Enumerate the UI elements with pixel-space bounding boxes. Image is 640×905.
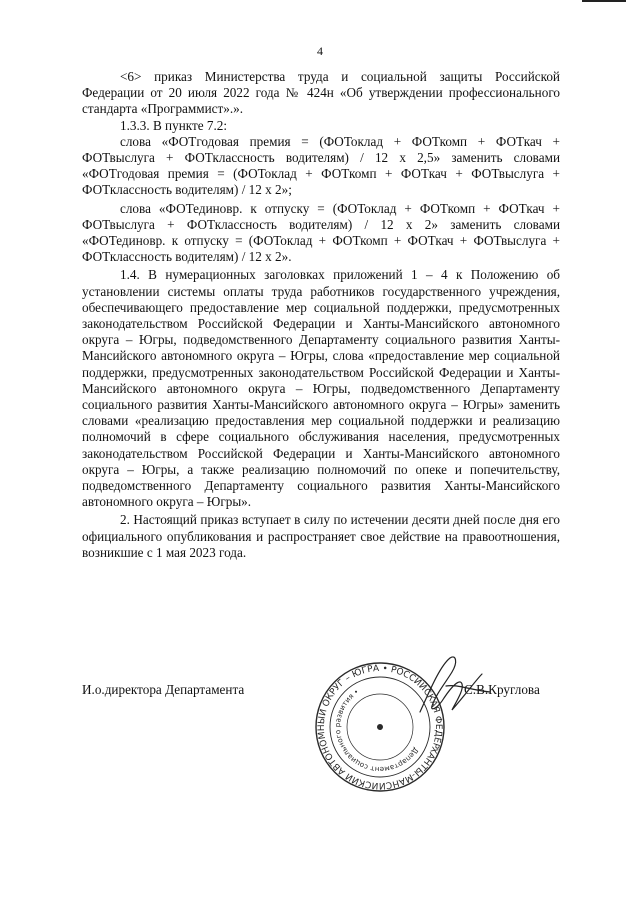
document-body (82, 69, 560, 561)
paragraph-1-4: 1.4. В нумерационных заголовках приложений 1 – 4 к Положению об установлении системы оплаты труда работников государственного учреждения, обеспечивающего предоставление мер социальной поддержки, предусмотренных законодательством Российской Федерации и Ханты-Мансийского автономного округа – Югры, подведомственного Департаменту социального развития Ханты-Мансийского автономного округа – Югры, слова «предоставление мер социальной поддержки, предусмотренных законодательством Российской Федерации и Ханты-Мансийского автономного округа – Югры, подведомственного Департаменту социального развития Ханты-Мансийского автономного округа – Югры» заменить словами «реализацию предоставления мер социальной поддержки и реализацию полномочий в сфере социального обслуживания населения, предусмотренных законодательством Российской Федерации и Ханты-Мансийского автономного округа – Югры, а также реализацию полномочий по опеке и попечительству, подведомственного Департаменту социального развития Ханты-Мансийского автономного округа – Югры». (82, 267, 560, 510)
paragraph-1-3-3: 1.3.3. В пункте 7.2: (120, 117, 228, 133)
paragraph-formula-annual-bonus: слова «ФОТгодовая премия = (ФОТоклад + ФОТкомп + ФОТкач + ФОТвыслуга + ФОТклассность водителям) / 12 х 2,5» заменить словами «ФОТгодовая премия = (ФОТоклад + ФОТкомп + ФОТкач + ФОТвыслуга + ФОТклассность водителям) / 12 х 2»; (82, 133, 560, 198)
paragraph-2-effective-date: 2. Настоящий приказ вступает в силу по истечении десяти дней после дня его официального опубликования и распространяет свое действие на правоотношения, возникшие с 1 мая 2023 года. (82, 512, 560, 560)
signatory-title: И.о.директора Департамента (82, 682, 245, 697)
signatory-name: С.В.Круглова (464, 682, 540, 697)
svg-text:Департамент социального развит: Департамент социального развития • (332, 686, 421, 775)
paragraph-formula-vacation: слова «ФОТединовр. к отпуску = (ФОТоклад + ФОТкомп + ФОТкач + ФОТвыслуга + ФОТклассность водителям) / 12 х 2» заменить словами «ФОТединовр. к отпуску = (ФОТоклад + ФОТкомп + ФОТкач + ФОТвыслуга + ФОТклассность водителям) / 12 х 2». (82, 200, 560, 265)
svg-text:ХАНТЫ-МАНСИЙСКИЙ АВТОНОМНЫЙ ОК: ХАНТЫ-МАНСИЙСКИЙ АВТОНОМНЫЙ ОКРУГ – ЮГРА • РОССИЙСКАЯ ФЕДЕРАЦИЯ (316, 663, 444, 791)
page-number: 4 (317, 44, 323, 58)
header-mark (582, 0, 626, 8)
handwritten-signature (406, 650, 496, 730)
paragraph-footnote-6: <6> приказ Министерства труда и социальной защиты Российской Федерации от 20 июля 2022 года № 424н «Об утверждении профессионального стандарта «Программист».». (82, 69, 560, 117)
